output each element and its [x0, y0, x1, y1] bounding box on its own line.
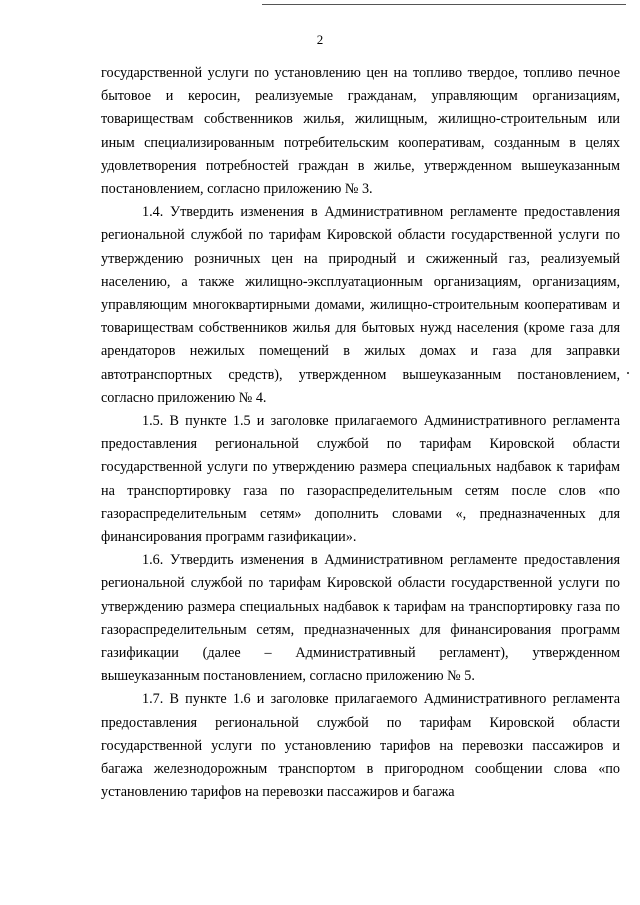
paragraph-1-6: 1.6. Утвердить изменения в Административном регламенте предоставления региональной службой по тарифам Кировской области государственной услуги по утверждению размера специальных надбавок к тарифам на транспортировку газа по газораспределительным сетям, предназначенных для финансирования программ газификации (далее – Административный регламент), утвержденном вышеуказанным постановлением, согласно приложению № 5. — [101, 552, 620, 685]
paragraph-continuation: государственной услуги по установлению цен на топливо твердое, топливо печное бытовое и керосин, реализуемые гражданам, управляющим организациям, товариществам собственников жилья, жилищным, жилищно-строительным или иным специализированным потребительским кооперативам, созданным в целях удовлетворения потребностей граждан в жилье, утвержденном вышеуказанным постановлением, согласно приложению № 3. — [101, 65, 620, 198]
page-number: 2 — [316, 32, 324, 47]
document-body — [101, 62, 620, 805]
paragraph-1-4: 1.4. Утвердить изменения в Административном регламенте предоставления региональной службой по тарифам Кировской области государственной услуги по утверждению розничных цен на природный и сжиженный газ, реализуемый населению, а также жилищно-эксплуатационным организациям, организациям, управляющим многоквартирными домами, жилищно-строительным кооперативам и товариществам собственников жилья для бытовых нужд населения (кроме газа для арендаторов нежилых помещений в жилых домах и газа для заправки автотранспортных средств), утвержденном вышеуказанным постановлением, согласно приложению № 4. — [101, 204, 620, 406]
paragraph-1-7: 1.7. В пункте 1.6 и заголовке прилагаемого Административного регламента предоставления региональной службой по тарифам Кировской области государственной услуги по установлению тарифов на перевозки пассажиров и багажа железнодорожным транспортом в пригородном сообщении слова «по установлению тарифов на перевозки пассажиров и багажа — [101, 691, 620, 801]
paragraph-1-5: 1.5. В пункте 1.5 и заголовке прилагаемого Административного регламента предоставления региональной службой по тарифам Кировской области государственной услуги по утверждению размера специальных надбавок к тарифам на транспортировку газа по газораспределительным сетям после слов «по газораспределительным сетям» дополнить словами «, предназначенных для финансирования программ газификации». — [101, 413, 620, 546]
margin-speck — [627, 372, 629, 374]
top-edge-line — [262, 4, 626, 5]
